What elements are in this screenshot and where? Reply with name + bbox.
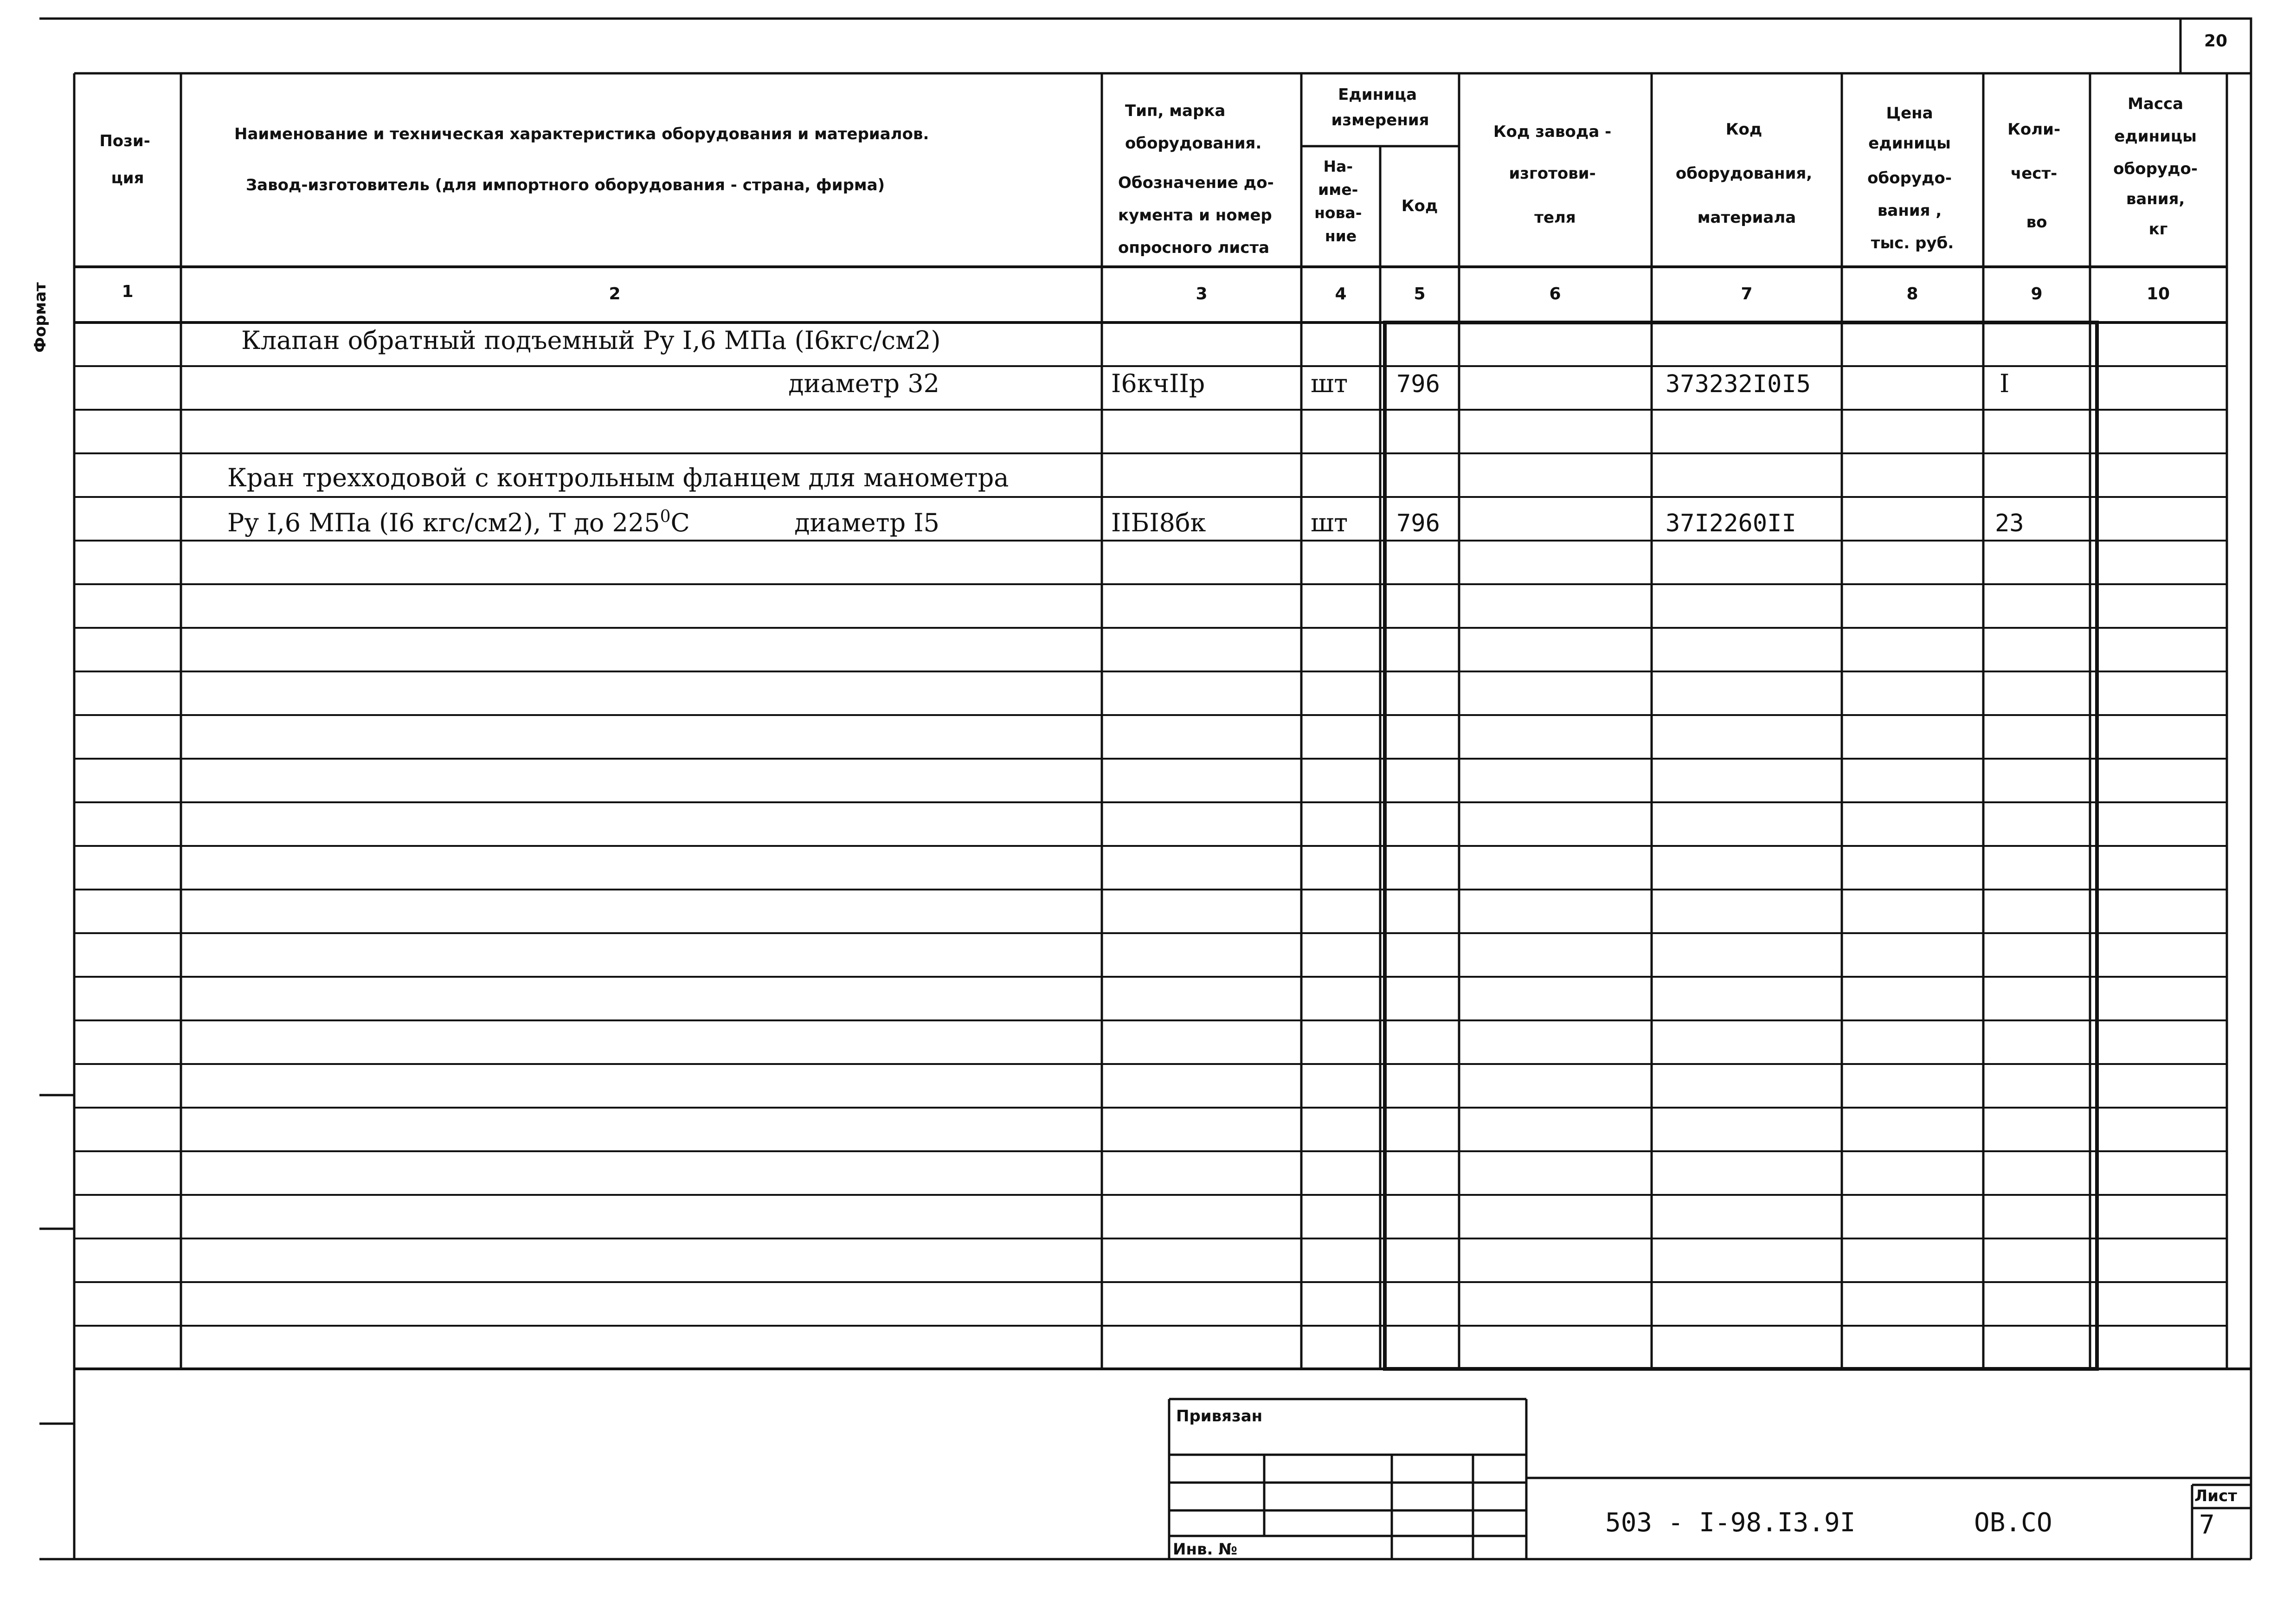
sheet-number: 20 bbox=[2204, 32, 2228, 51]
row-3-name: Кран трехходовой с контрольным фланцем для манометра bbox=[227, 463, 1009, 492]
inventory-label: Инв. № bbox=[1173, 1540, 1238, 1559]
row-2-unit-name: шт bbox=[1311, 369, 1348, 398]
header-mass: Масса единицы оборудо- вания, кг bbox=[2113, 95, 2198, 239]
header-unit-name: На- име- нова- ние bbox=[1314, 157, 1362, 245]
row-1-name: Клапан обратный подъемный Ру I,6 МПа (I6кгс/см2) bbox=[241, 326, 941, 355]
document-code: 503 - I-98.I3.9I bbox=[1605, 1508, 1856, 1538]
sheet-label: Лист bbox=[2194, 1487, 2237, 1505]
table-header bbox=[99, 85, 2203, 257]
row-2-unit-code: 796 bbox=[1396, 370, 1440, 398]
column-number: 2 bbox=[609, 284, 621, 303]
header-name: Наименование и техническая характеристика оборудования и материалов. Завод-изготовитель (для импортного оборудования - страна, фирма) bbox=[234, 125, 929, 194]
header-unit-group: Единица измерения bbox=[1331, 85, 1429, 129]
header-factory-code: Код завода - изготови- теля bbox=[1493, 123, 1612, 227]
header-unit-code: Код bbox=[1401, 197, 1438, 215]
row-4-unit-name: шт bbox=[1311, 508, 1348, 537]
row-4-diameter: диаметр I5 bbox=[794, 508, 939, 537]
row-4-name: Ру I,6 МПа (I6 кгс/см2), Т до $225^0С$ bbox=[227, 507, 690, 537]
column-number: 5 bbox=[1414, 284, 1426, 303]
row-4-equipment-code: 37I2260II bbox=[1666, 510, 1796, 537]
column-number: 6 bbox=[1549, 284, 1561, 303]
column-number: 10 bbox=[2146, 284, 2170, 303]
row-2-quantity: I bbox=[2000, 369, 2010, 398]
column-number: 3 bbox=[1196, 284, 1208, 303]
header-position: Пози- ция bbox=[99, 132, 150, 187]
column-number: 7 bbox=[1741, 284, 1753, 303]
header-type: Тип, марка оборудования. Обозначение до- кумента и номер опросного листа bbox=[1118, 102, 1274, 257]
sheet-value: 7 bbox=[2199, 1510, 2215, 1540]
row-4-quantity: 23 bbox=[1995, 510, 2024, 537]
column-number: 8 bbox=[1906, 284, 1918, 303]
row-2-equipment-code: 373232I0I5 bbox=[1666, 370, 1811, 398]
column-number: 1 bbox=[122, 282, 134, 301]
column-number: 4 bbox=[1335, 284, 1347, 303]
row-2-name: диаметр 32 bbox=[788, 369, 939, 398]
header-equipment-code: Код оборудования, материала bbox=[1675, 120, 1813, 227]
linked-label: Привязан bbox=[1176, 1407, 1263, 1425]
column-numbers bbox=[122, 282, 2170, 303]
row-4-unit-code: 796 bbox=[1396, 510, 1440, 537]
row-4-type: IIБI8бк bbox=[1111, 508, 1206, 537]
document-suffix: ОВ.СО bbox=[1974, 1508, 2052, 1538]
header-quantity: Коли- чест- во bbox=[2007, 120, 2061, 232]
header-price: Цена единицы оборудо- вания , тыс. руб. bbox=[1867, 104, 1954, 252]
row-2-type: I6кчIIр bbox=[1111, 369, 1205, 398]
column-number: 9 bbox=[2031, 284, 2043, 303]
table-body bbox=[227, 326, 2024, 537]
margin-format-label: Формат bbox=[31, 282, 50, 353]
